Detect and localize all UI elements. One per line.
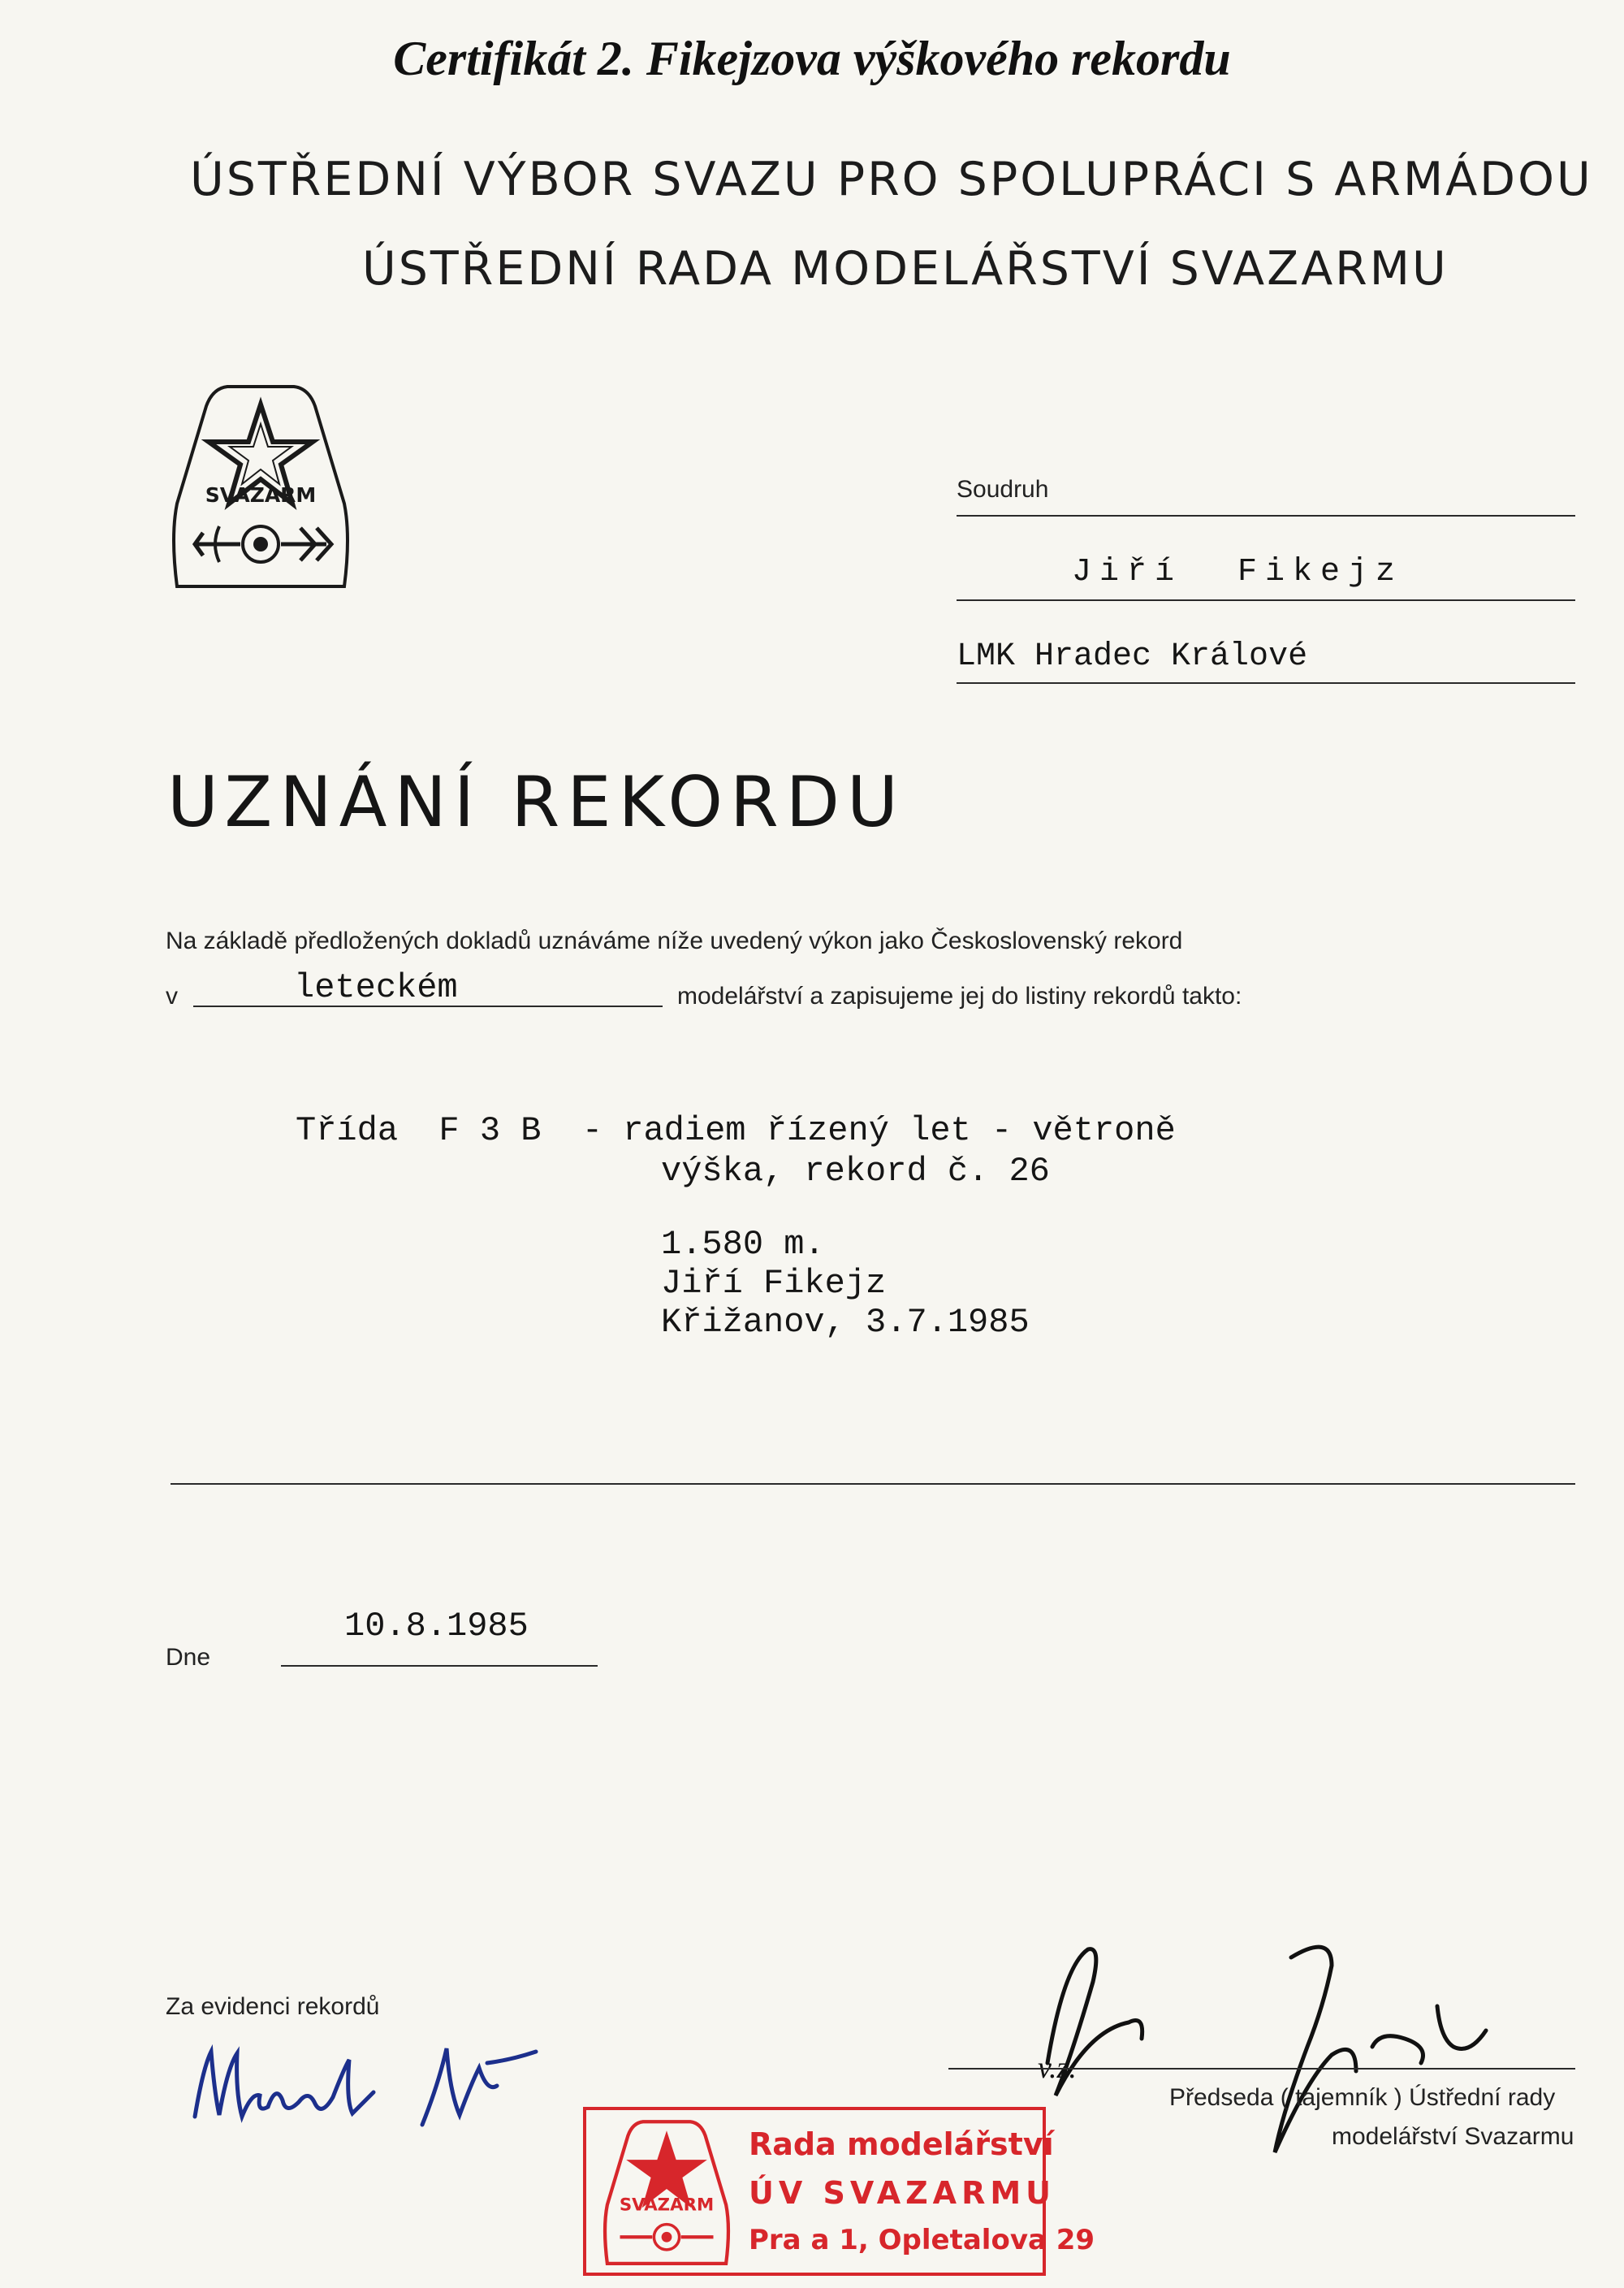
record-holder: Jiří Fikejz (661, 1264, 887, 1303)
stamp-line-2: ÚV SVAZARMU (749, 2175, 1056, 2211)
header-line-1: ÚSTŘEDNÍ VÝBOR SVAZU PRO SPOLUPRÁCI S ARMÁDOU (190, 153, 1593, 206)
evidence-signature (179, 2035, 552, 2141)
official-stamp (583, 2107, 1095, 2276)
intro-suffix: modelářství a zapisujeme jej do listiny rekordů takto: (677, 983, 1242, 1010)
svazarm-star-emblem-icon (171, 382, 351, 595)
recipient-underline (957, 515, 1575, 517)
record-value: 1.580 m. (661, 1225, 825, 1264)
chairman-role-1: Předseda ( tajemník ) Ústřední rady (1169, 2084, 1556, 2111)
stamp-logo-text: SVAZARM (619, 2195, 715, 2216)
evidence-label: Za evidenci rekordů (166, 1993, 380, 2020)
recipient-label: Soudruh (957, 476, 1049, 503)
record-place-date: Křižanov, 3.7.1985 (661, 1303, 1030, 1342)
recipient-name-underline (957, 599, 1575, 601)
document-caption: Certifikát 2. Fikejzova výškového rekordu (393, 32, 1231, 85)
stamp-line-3: Pra a 1, Opletalova 29 (749, 2224, 1095, 2256)
header-line-2: ÚSTŘEDNÍ RADA MODELÁŘSTVÍ SVAZARMU (362, 242, 1449, 296)
stamp-line-1: Rada modelářství (749, 2126, 1054, 2162)
intro-category: leteckém (294, 968, 458, 1007)
document-title: UZNÁNÍ REKORDU (167, 762, 905, 843)
recipient-club: LMK Hradec Králové (957, 638, 1308, 675)
record-type: výška, rekord č. 26 (661, 1152, 1050, 1191)
chairman-role-2: modelářství Svazarmu (1332, 2123, 1574, 2150)
section-divider (171, 1483, 1575, 1485)
intro-prefix: v (166, 983, 178, 1010)
svazarm-logo (171, 382, 351, 595)
stamp-star-emblem-icon (598, 2118, 736, 2269)
chairman-prefix: v.z. (1038, 2051, 1077, 2085)
category-underline (193, 1006, 663, 1007)
date-label: Dne (166, 1644, 211, 1671)
intro-sentence: Na základě předložených dokladů uznáváme níže uvedený výkon jako Československý rekord (166, 928, 1183, 954)
recipient-name: Jiří Fikejz (1072, 554, 1404, 590)
logo-text: SVAZARM (205, 483, 317, 507)
date-underline (281, 1665, 598, 1667)
chairman-underline (948, 2068, 1575, 2070)
issue-date: 10.8.1985 (344, 1607, 529, 1646)
recipient-club-underline (957, 682, 1575, 684)
record-class: Třída F 3 B - radiem řízený let - větroně (296, 1111, 1176, 1150)
